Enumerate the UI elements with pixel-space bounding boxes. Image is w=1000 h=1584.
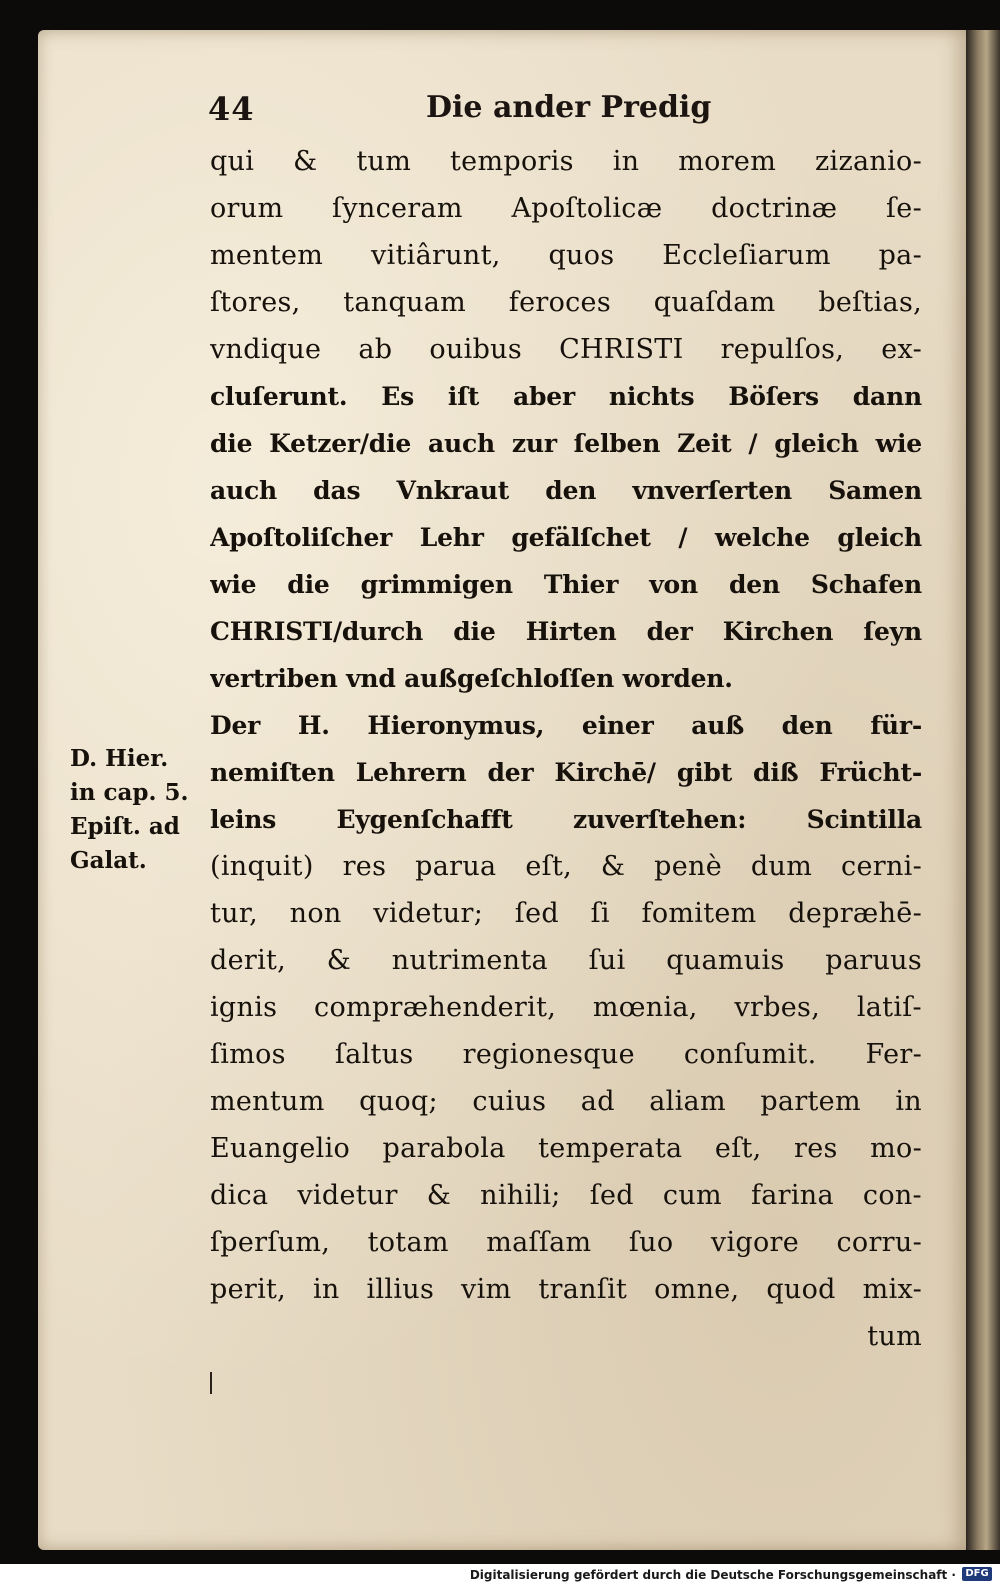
text-line: ſtores, tanquam feroces quaſdam beſtias, bbox=[210, 287, 922, 318]
text-line: CHRISTI/durch die Hirten der Kirchen ſeyn bbox=[210, 617, 922, 646]
marginal-note bbox=[70, 742, 220, 878]
catchword: tum bbox=[867, 1321, 922, 1352]
body-text bbox=[210, 138, 922, 1360]
page-number: 44 bbox=[208, 90, 255, 128]
footer-bar bbox=[0, 1564, 1000, 1584]
text-line: die Ketzer/die auch zur ſelben Zeit / gleich wie bbox=[210, 429, 922, 458]
marginal-note-line: Galat. bbox=[70, 847, 147, 874]
marginal-note-line: D. Hier. bbox=[70, 745, 169, 772]
text-line: ſimos ſaltus regionesque conſumit. Fer- bbox=[210, 1039, 922, 1070]
marginal-note-line: in cap. 5. bbox=[70, 779, 189, 806]
ink-mark bbox=[210, 1372, 212, 1394]
text-line: leins Eygenſchafft zuverſtehen: Scintilla bbox=[210, 805, 922, 834]
text-line: dica videtur & nihili; ſed cum farina con- bbox=[210, 1180, 922, 1211]
page-header bbox=[208, 84, 728, 134]
page-edge bbox=[966, 30, 1000, 1550]
dfg-logo-icon: DFG bbox=[962, 1567, 992, 1581]
text-line: derit, & nutrimenta ſui quamuis paruus bbox=[210, 945, 922, 976]
text-line: perit, in illius vim tranſit omne, quod mix- bbox=[210, 1274, 922, 1305]
marginal-note-line: Epiſt. ad bbox=[70, 813, 180, 840]
text-line: (inquit) res parua eſt, & penè dum cerni- bbox=[210, 851, 922, 882]
text-line: tur, non videtur; ſed ſi fomitem depræhē- bbox=[210, 898, 922, 929]
running-head: Die ander Predig bbox=[426, 90, 712, 125]
text-line: nemiſten Lehrern der Kirchē/ gibt diß Frücht- bbox=[210, 758, 922, 787]
text-line: vndique ab ouibus CHRISTI repulſos, ex- bbox=[210, 334, 922, 365]
text-line: Euangelio parabola temperata eſt, res mo- bbox=[210, 1133, 922, 1164]
text-line: ignis compræhenderit, mœnia, vrbes, latiſ- bbox=[210, 992, 922, 1023]
text-line: Apoſtoliſcher Lehr gefälſchet / welche gleich bbox=[210, 523, 922, 552]
text-line: wie die grimmigen Thier von den Schafen bbox=[210, 570, 922, 599]
text-line: auch das Vnkraut den vnverſerten Samen bbox=[210, 476, 922, 505]
text-line: Der H. Hieronymus, einer auß den für- bbox=[210, 711, 922, 740]
text-line: qui & tum temporis in morem zizanio- bbox=[210, 146, 922, 177]
text-line: cluſerunt. Es iſt aber nichts Böſers dann bbox=[210, 382, 922, 411]
text-line: mentem vitiârunt, quos Eccleſiarum pa- bbox=[210, 240, 922, 271]
text-line: mentum quoq; cuius ad aliam partem in bbox=[210, 1086, 922, 1117]
text-line: ſperſum, totam maſſam ſuo vigore corru- bbox=[210, 1227, 922, 1258]
footer-credit: Digitalisierung gefördert durch die Deutsche Forschungsgemeinschaft · bbox=[469, 1568, 956, 1582]
text-line: orum ſynceram Apoſtolicæ doctrinæ ſe- bbox=[210, 193, 922, 224]
text-line: vertriben vnd außgeſchloſſen worden. bbox=[210, 664, 733, 693]
